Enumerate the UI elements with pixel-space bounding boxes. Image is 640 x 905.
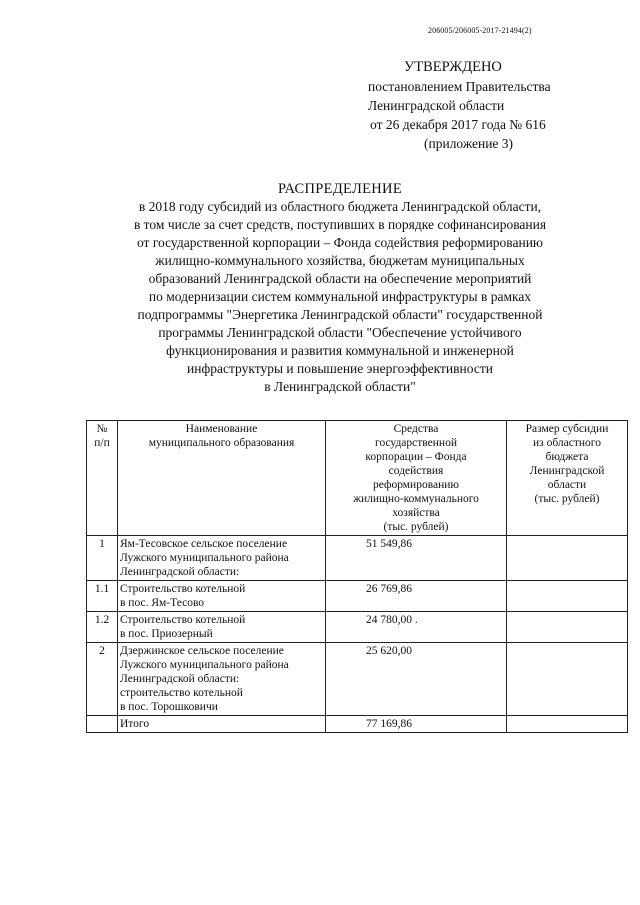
- table-row: [87, 643, 628, 716]
- header-line: Средства: [393, 423, 439, 435]
- header-line: реформированию: [373, 479, 459, 491]
- description-line: функционирования и развития коммунальной и инженерной: [166, 343, 514, 358]
- header-line: области: [547, 479, 587, 491]
- row-name-line: Ленинградской области:: [120, 566, 240, 578]
- description-line: программы Ленинградской области "Обеспечение устойчивого: [158, 325, 522, 340]
- header-line: Ленинградской: [529, 465, 605, 477]
- row-fund-amount: 25 620,00: [326, 643, 507, 716]
- row-name-line: строительство котельной: [120, 687, 243, 699]
- approval-date: от 26 декабря 2017 года № 616: [370, 117, 546, 132]
- row-name-line: в пос. Приозерный: [120, 628, 213, 640]
- description-line: инфраструктуры и повышение энергоэффективности: [187, 361, 493, 376]
- header-line: жилищно-коммунального: [353, 493, 479, 505]
- row-name-line: в пос. Ям-Тесово: [120, 597, 205, 609]
- row-name: [118, 581, 326, 612]
- description-line: в Ленинградской области": [264, 379, 416, 394]
- header-line: бюджета: [545, 451, 589, 463]
- description-line: по модернизации систем коммунальной инфраструктуры в рамках: [148, 289, 532, 304]
- row-number: 1.1: [87, 581, 118, 612]
- row-fund-amount: 77 169,86: [326, 716, 507, 733]
- row-number: [87, 716, 118, 733]
- approval-heading: УТВЕРЖДЕНО: [404, 59, 502, 75]
- row-name-line: Лужского муниципального района: [120, 552, 289, 564]
- distribution-table: [86, 420, 628, 733]
- approval-appendix: (приложение 3): [424, 136, 514, 151]
- header-name: [118, 421, 326, 536]
- row-name-line: Лужского муниципального района: [120, 659, 289, 671]
- header-line: из областного: [533, 437, 601, 449]
- row-subsidy-amount: [507, 581, 628, 612]
- row-name-line: Итого: [120, 718, 150, 730]
- header-line: №: [96, 423, 108, 435]
- row-name-line: Ленинградской области:: [120, 673, 240, 685]
- row-name: [118, 643, 326, 716]
- approval-block: [364, 58, 604, 153]
- description-line: в 2018 году субсидий из областного бюджета Ленинградской области,: [138, 199, 542, 214]
- table-row: [87, 612, 628, 643]
- approval-line: Ленинградской области: [368, 98, 505, 113]
- header-line: муниципального образования: [148, 437, 295, 449]
- header-line: п/п: [94, 437, 110, 449]
- header-line: (тыс. рублей): [383, 521, 449, 533]
- row-subsidy-amount: [507, 716, 628, 733]
- table-row: [87, 716, 628, 733]
- row-fund-amount: 51 549,86: [326, 536, 507, 581]
- row-name: [118, 612, 326, 643]
- header-line: корпорации – Фонда: [365, 451, 467, 463]
- row-name-line: Строительство котельной: [120, 583, 246, 595]
- header-line: Размер субсидии: [525, 423, 609, 435]
- header-line: (тыс. рублей): [534, 493, 600, 505]
- description-line: подпрограммы "Энергетика Ленинградской области" государственной: [137, 307, 543, 322]
- row-number: 1: [87, 536, 118, 581]
- table-row: [87, 581, 628, 612]
- header-line: содействия: [388, 465, 444, 477]
- description-line: жилищно-коммунального хозяйства, бюджетам муниципальных: [155, 253, 525, 268]
- row-name-line: Строительство котельной: [120, 614, 246, 626]
- approval-line: постановлением Правительства: [368, 79, 551, 94]
- row-subsidy-amount: [507, 612, 628, 643]
- row-name-line: Дзержинское сельское поселение: [120, 645, 284, 657]
- document-description: [30, 198, 640, 396]
- row-name-line: Ям-Тесовское сельское поселение: [120, 538, 288, 550]
- header-line: Наименование: [185, 423, 258, 435]
- document-title: РАСПРЕДЕЛЕНИЕ: [278, 181, 402, 197]
- description-line: от государственной корпорации – Фонда содействия реформированию: [136, 235, 544, 250]
- table-header-row: [87, 421, 628, 536]
- header-subsidy: [507, 421, 628, 536]
- document-id: 206005/206005-2017-21494(2): [428, 26, 532, 35]
- row-subsidy-amount: [507, 643, 628, 716]
- row-fund-amount: 24 780,00 .: [326, 612, 507, 643]
- header-fund: [326, 421, 507, 536]
- description-line: в том числе за счет средств, поступивших в порядке софинансирования: [133, 217, 547, 232]
- row-fund-amount: 26 769,86: [326, 581, 507, 612]
- row-number: 1.2: [87, 612, 118, 643]
- table-row: [87, 536, 628, 581]
- description-line: образований Ленинградской области на обеспечение мероприятий: [148, 271, 532, 286]
- header-num: [87, 421, 118, 536]
- header-line: хозяйства: [392, 507, 440, 519]
- row-name: [118, 716, 326, 733]
- row-subsidy-amount: [507, 536, 628, 581]
- header-line: государственной: [375, 437, 457, 449]
- row-number: 2: [87, 643, 118, 716]
- row-name: [118, 536, 326, 581]
- row-name-line: в пос. Торошковичи: [120, 701, 218, 713]
